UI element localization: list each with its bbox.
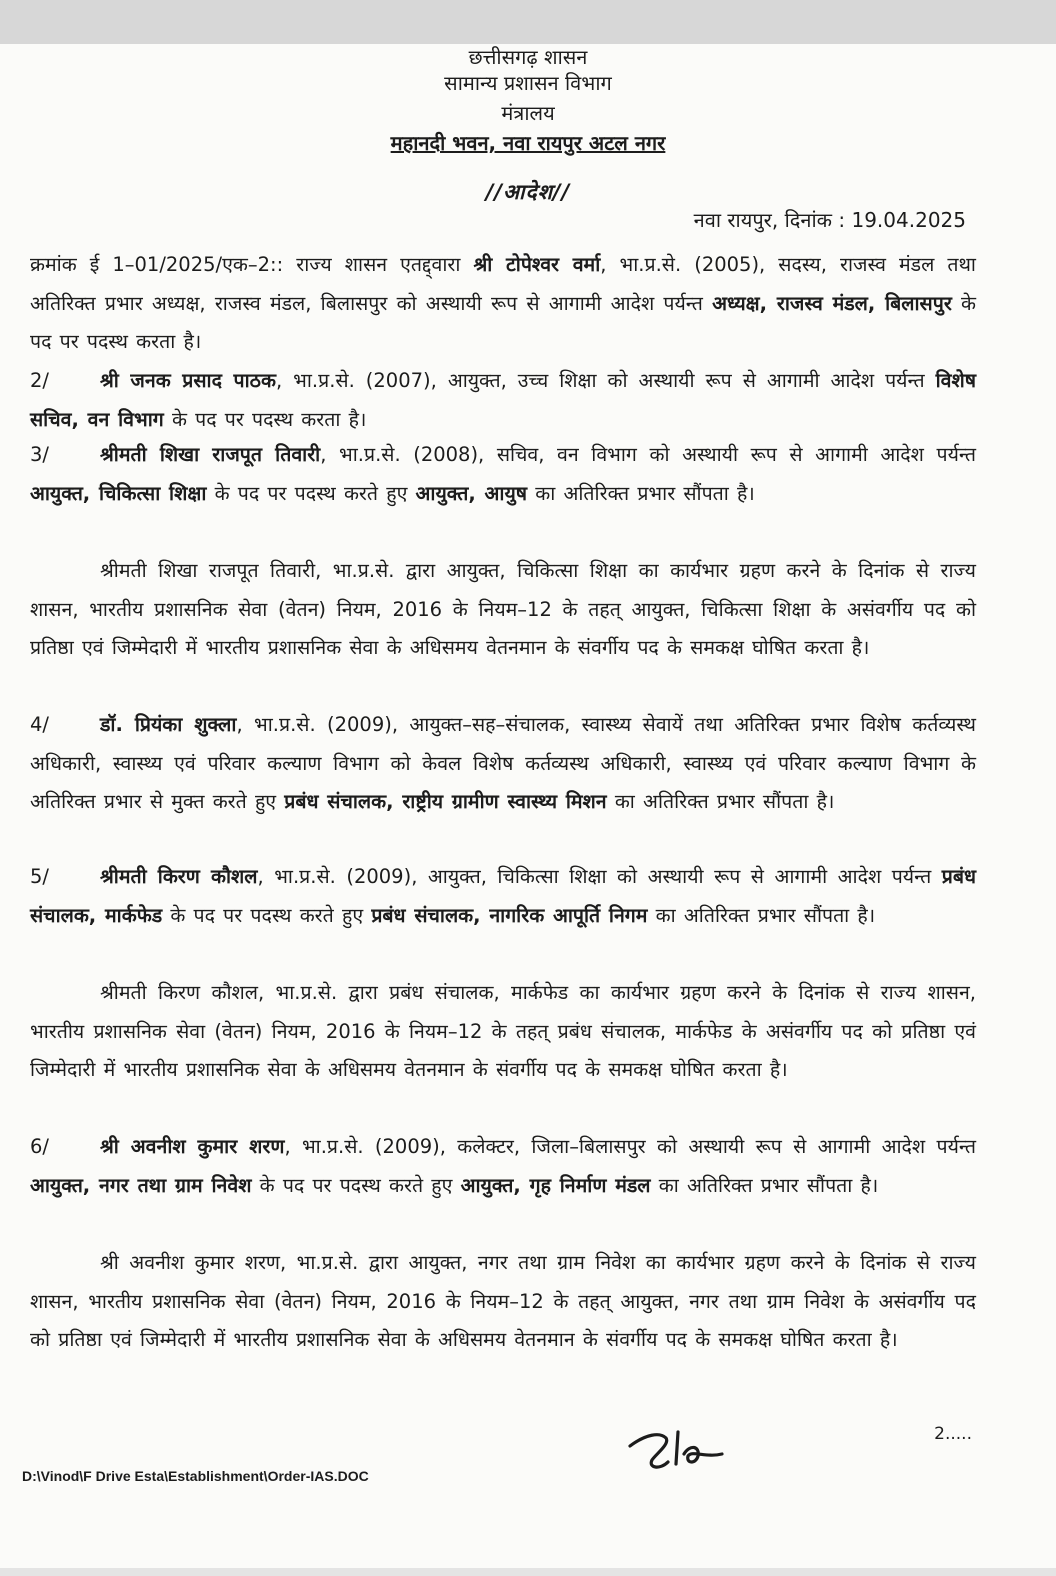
file-path-footer: D:\Vinod\F Drive Esta\Establishment\Order-IAS.DOC [22, 1468, 369, 1484]
p3-text-c: के पद पर पदस्थ करते हुए [206, 481, 416, 505]
p2-text-c: के पद पर पदस्थ करता है। [163, 407, 367, 431]
p3-text-d: का अतिरिक्त प्रभार सौंपता है। [527, 481, 755, 505]
header-government: छत्तीसगढ़ शासन [468, 45, 588, 69]
p5-number: 5/ [30, 865, 49, 888]
p1-text-c: , भा.प्र.से. (2005), सदस्य, राजस्व मंडल तथा अतिरिक्त प्रभार अध्यक्ष, राजस्व मंडल, बिलासपुर को अस्थायी रूप से आगामी आदेश पर्यन्त [30, 253, 976, 315]
p5b-text: श्रीमती किरण कौशल, भा.प्र.से. द्वारा प्रबंध संचालक, मार्कफेड का कार्यभार ग्रहण करने के दिनांक से राज्य शासन, भारतीय प्रशासनिक सेवा (वेतन) नियम, 2016 के नियम–12 के तहत् प्रबंध संचालक, मार्कफेड के असंवर्गीय पद को प्रतिष्ठा एवं जिम्मेदारी में भारतीय प्रशासनिक सेवा के अधिसमय वेतनमान के संवर्गीय पद के समकक्ष घोषित करता है। [30, 981, 976, 1081]
paragraph-6-equivalence [30, 1244, 976, 1360]
p6-officer-name: श्री अवनीश कुमार शरण [100, 1135, 285, 1158]
p3-officer-name: श्रीमती शिखा राजपूत तिवारी [100, 443, 321, 466]
p6-text-d: का अतिरिक्त प्रभार सौंपता है। [650, 1173, 879, 1197]
header-department: सामान्य प्रशासन विभाग [444, 71, 612, 95]
order-date: नवा रायपुर, दिनांक : 19.04.2025 [693, 208, 966, 232]
p4-text-a: , भा.प्र.से. (2009), आयुक्त–सह–संचालक, स्वास्थ्य सेवायें तथा अतिरिक्त प्रभार विशेष कर्तव्यस्थ अधिकारी, स्वास्थ्य एवं परिवार कल्याण विभाग को केवल विशेष कर्तव्यस्थ अधिकारी, स्वास्थ्य एवं परिवार कल्याण विभाग के अतिरिक्त प्रभार से मुक्त करते हुए [30, 713, 976, 813]
paragraph-4 [30, 706, 976, 822]
p5-officer-name: श्रीमती किरण कौशल [100, 865, 258, 888]
bottom-margin-strip [0, 1568, 1056, 1576]
p4-officer-name: डॉ. प्रियंका शुक्ला [100, 713, 237, 736]
p3-number: 3/ [30, 443, 49, 466]
p5-text-d: का अतिरिक्त प्रभार सौंपता है। [647, 903, 876, 927]
top-margin-strip [0, 0, 1056, 44]
page-continuation: 2..... [934, 1424, 972, 1444]
p4-text-c: का अतिरिक्त प्रभार सौंपता है। [606, 790, 835, 813]
p3-additional-charge: आयुक्त, आयुष [415, 481, 528, 505]
paragraph-1 [30, 246, 976, 362]
document-page [0, 44, 1056, 1568]
p6-text-c: के पद पर पदस्थ करते हुए [251, 1173, 461, 1197]
p6b-text: श्री अवनीश कुमार शरण, भा.प्र.से. द्वारा आयुक्त, नगर तथा ग्राम निवेश का कार्यभार ग्रहण करने के दिनांक से राज्य शासन, भारतीय प्रशासनिक सेवा (वेतन) नियम, 2016 के नियम–12 के तहत् आयुक्त, नगर तथा ग्राम निवेश के असंवर्गीय पद को प्रतिष्ठा एवं जिम्मेदारी में भारतीय प्रशासनिक सेवा के अधिसमय वेतनमान के संवर्गीय पद के समकक्ष घोषित करता है। [30, 1251, 976, 1351]
p5-text-c: के पद पर पदस्थ करते हुए [162, 903, 372, 927]
p2-officer-name: श्री जनक प्रसाद पाठक [100, 369, 276, 392]
paragraph-6 [30, 1128, 976, 1205]
p1-officer-name: श्री टोपेश्वर वर्मा [473, 253, 601, 276]
paragraph-3 [30, 436, 976, 513]
p3-posting: आयुक्त, चिकित्सा शिक्षा [30, 481, 207, 505]
p3b-text: श्रीमती शिखा राजपूत तिवारी, भा.प्र.से. द्वारा आयुक्त, चिकित्सा शिक्षा का कार्यभार ग्रहण करने के दिनांक से राज्य शासन, भारतीय प्रशासनिक सेवा (वेतन) नियम, 2016 के नियम–12 के तहत् आयुक्त, चिकित्सा शिक्षा के असंवर्गीय पद को प्रतिष्ठा एवं जिम्मेदारी में भारतीय प्रशासनिक सेवा के अधिसमय वेतनमान के संवर्गीय पद के समकक्ष घोषित करता है। [30, 559, 976, 659]
p6-text-a: , भा.प्र.से. (2009), कलेक्टर, जिला–बिलासपुर को अस्थायी रूप से आगामी आदेश पर्यन्त [284, 1135, 976, 1158]
header-address: महानदी भवन, नवा रायपुर अटल नगर [390, 131, 666, 155]
paragraph-5 [30, 858, 976, 935]
order-title: //आदेश// [485, 180, 571, 204]
p1-text-d: के पद पर पदस्थ करता है। [30, 291, 976, 353]
p5-posting: प्रबंध संचालक, मार्कफेड [30, 865, 976, 927]
p6-additional-charge: आयुक्त, गृह निर्माण मंडल [460, 1173, 651, 1197]
paragraph-5-equivalence [30, 974, 976, 1090]
p4-number: 4/ [30, 713, 49, 736]
p1-posting: अध्यक्ष, राजस्व मंडल, बिलासपुर [712, 291, 952, 315]
p2-text-a: , भा.प्र.से. (2007), आयुक्त, उच्च शिक्षा को अस्थायी रूप से आगामी आदेश पर्यन्त [275, 369, 936, 392]
p1-text-a: क्रमांक ई 1–01/2025/एक–2:: राज्य शासन एतद्द्वारा [30, 253, 474, 276]
p4-additional-charge: प्रबंध संचालक, राष्ट्रीय ग्रामीण स्वास्थ्य मिशन [284, 790, 607, 813]
p6-number: 6/ [30, 1135, 49, 1158]
p2-posting: विशेष सचिव, वन विभाग [30, 369, 977, 431]
p5-text-a: , भा.प्र.से. (2009), आयुक्त, चिकित्सा शिक्षा को अस्थायी रूप से आगामी आदेश पर्यन्त [257, 865, 942, 888]
header-ministry: मंत्रालय [501, 101, 555, 125]
paragraph-2 [30, 362, 976, 439]
signature-mark [626, 1424, 736, 1484]
paragraph-3-equivalence [30, 552, 976, 668]
p6-posting: आयुक्त, नगर तथा ग्राम निवेश [30, 1173, 252, 1197]
p5-additional-charge: प्रबंध संचालक, नागरिक आपूर्ति निगम [371, 903, 648, 927]
p3-text-a: , भा.प्र.से. (2008), सचिव, वन विभाग को अस्थायी रूप से आगामी आदेश पर्यन्त [320, 443, 976, 466]
p2-number: 2/ [30, 369, 49, 392]
